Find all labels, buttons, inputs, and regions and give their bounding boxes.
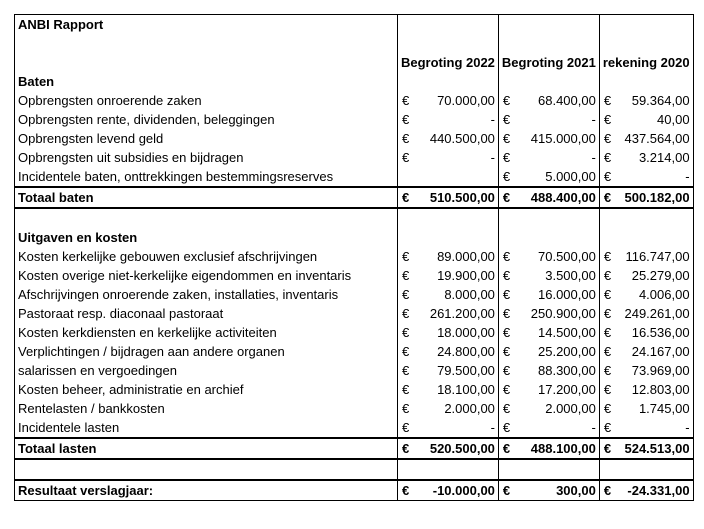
row-label: Kosten kerkelijke gebouwen exclusief afschrijvingen (15, 247, 398, 266)
currency-symbol: € (603, 325, 612, 340)
section-heading-uitgaven: Uitgaven en kosten (15, 228, 398, 247)
amount-cell (398, 187, 499, 208)
currency-symbol: € (502, 150, 511, 165)
currency-symbol: € (502, 190, 511, 205)
amount-value: 25.279,00 (631, 268, 690, 283)
table-row (15, 129, 694, 148)
amount-cell (398, 110, 499, 129)
currency-symbol: € (402, 306, 410, 321)
amount-cell (498, 380, 599, 399)
row-label: salarissen en vergoedingen (15, 361, 398, 380)
currency-symbol: € (502, 441, 511, 456)
title-row (15, 15, 694, 35)
amount-cell (599, 380, 693, 399)
result-row (15, 480, 694, 501)
amount-cell (398, 480, 499, 501)
empty-cell (398, 208, 499, 228)
currency-symbol: € (603, 112, 612, 127)
amount-value: 24.167,00 (631, 344, 690, 359)
amount-cell (398, 285, 499, 304)
anbi-report-table (14, 14, 694, 501)
row-label: Opbrengsten levend geld (15, 129, 398, 148)
amount-cell (498, 361, 599, 380)
amount-value: 300,00 (556, 483, 596, 498)
amount-cell (599, 438, 693, 459)
table-row (15, 342, 694, 361)
amount-cell (398, 418, 499, 438)
amount-value: 73.969,00 (631, 363, 690, 378)
currency-symbol: € (402, 131, 410, 146)
currency-symbol: € (502, 112, 511, 127)
currency-symbol: € (603, 344, 612, 359)
currency-symbol: € (402, 363, 410, 378)
currency-symbol: € (603, 483, 612, 498)
currency-symbol: € (502, 325, 511, 340)
amount-value: 16.000,00 (538, 287, 596, 302)
amount-value: - (685, 420, 690, 435)
amount-cell (599, 167, 693, 187)
currency-symbol: € (603, 382, 612, 397)
empty-cell (498, 228, 599, 247)
empty-cell (15, 34, 398, 53)
table-row (15, 380, 694, 399)
currency-symbol: € (603, 441, 612, 456)
currency-symbol: € (502, 169, 511, 184)
currency-symbol: € (603, 93, 612, 108)
amount-value: 440.500,00 (429, 131, 495, 146)
currency-symbol: € (502, 382, 511, 397)
empty-cell (498, 459, 599, 480)
table-row (15, 285, 694, 304)
amount-cell (599, 399, 693, 418)
result-label: Resultaat verslagjaar: (15, 480, 398, 501)
currency-symbol: € (502, 401, 511, 416)
row-label: Incidentele lasten (15, 418, 398, 438)
amount-cell (599, 361, 693, 380)
empty-cell (15, 208, 398, 228)
row-label: Opbrengsten onroerende zaken (15, 91, 398, 110)
amount-value: 18.100,00 (437, 382, 495, 397)
table-row (15, 418, 694, 438)
amount-value: 89.000,00 (437, 249, 495, 264)
amount-cell (599, 148, 693, 167)
empty-cell (15, 53, 398, 72)
amount-value: 5.000,00 (545, 169, 596, 184)
row-label: Kosten overige niet-kerkelijke eigendommen en inventaris (15, 266, 398, 285)
amount-cell (498, 129, 599, 148)
table-row (15, 167, 694, 187)
amount-value: 17.200,00 (538, 382, 596, 397)
amount-value: - (591, 150, 596, 165)
currency-symbol: € (402, 382, 410, 397)
amount-value: 510.500,00 (429, 190, 495, 205)
currency-symbol: € (402, 325, 410, 340)
amount-value: -10.000,00 (432, 483, 495, 498)
currency-symbol: € (502, 483, 511, 498)
amount-cell (398, 399, 499, 418)
amount-value: 3.214,00 (638, 150, 690, 165)
spacer-row (15, 34, 694, 53)
empty-cell (398, 228, 499, 247)
amount-cell (398, 304, 499, 323)
empty-cell (599, 208, 693, 228)
amount-cell (599, 266, 693, 285)
currency-symbol: € (603, 169, 612, 184)
amount-cell (599, 110, 693, 129)
amount-value: - (591, 112, 596, 127)
table-row (15, 148, 694, 167)
currency-symbol: € (402, 112, 410, 127)
amount-value: - (490, 150, 495, 165)
currency-symbol: € (603, 287, 612, 302)
currency-symbol: € (402, 401, 410, 416)
amount-cell (498, 323, 599, 342)
currency-symbol: € (603, 420, 612, 435)
table-row (15, 304, 694, 323)
amount-value: 68.400,00 (538, 93, 596, 108)
amount-value: 24.800,00 (437, 344, 495, 359)
currency-symbol: € (402, 441, 410, 456)
currency-symbol: € (502, 268, 511, 283)
column-header: Begroting 2021 (498, 53, 599, 72)
table-row (15, 110, 694, 129)
amount-cell (599, 342, 693, 361)
amount-cell (498, 342, 599, 361)
table-row (15, 361, 694, 380)
amount-cell (398, 438, 499, 459)
amount-value: 19.900,00 (437, 268, 495, 283)
amount-value: 437.564,00 (624, 131, 690, 146)
empty-cell (599, 72, 693, 91)
currency-symbol: € (402, 93, 410, 108)
amount-cell (498, 148, 599, 167)
currency-symbol: € (402, 190, 410, 205)
table-row (15, 399, 694, 418)
currency-symbol: € (603, 401, 612, 416)
table-row (15, 266, 694, 285)
amount-value: 116.747,00 (625, 249, 690, 264)
total-lasten-row (15, 438, 694, 459)
currency-symbol: € (502, 306, 511, 321)
amount-value: - (490, 420, 495, 435)
amount-cell (398, 247, 499, 266)
currency-symbol: € (402, 420, 410, 435)
amount-cell (599, 304, 693, 323)
amount-value: 415.000,00 (530, 131, 596, 146)
currency-symbol: € (402, 344, 410, 359)
amount-value: 12.803,00 (631, 382, 690, 397)
empty-cell (15, 459, 398, 480)
currency-symbol: € (402, 268, 410, 283)
amount-cell (398, 342, 499, 361)
spacer-row (15, 459, 694, 480)
amount-value: -24.331,00 (627, 483, 690, 498)
total-label: Totaal baten (15, 187, 398, 208)
amount-cell (498, 247, 599, 266)
amount-value: 3.500,00 (545, 268, 596, 283)
section-heading-row (15, 72, 694, 91)
empty-cell (398, 34, 499, 53)
amount-cell (398, 91, 499, 110)
row-label: Opbrengsten rente, dividenden, beleggingen (15, 110, 398, 129)
amount-value: 520.500,00 (429, 441, 495, 456)
currency-symbol: € (502, 93, 511, 108)
amount-cell (599, 285, 693, 304)
amount-value: 1.745,00 (638, 401, 690, 416)
amount-value: 70.000,00 (437, 93, 495, 108)
row-label: Verplichtingen / bijdragen aan andere organen (15, 342, 398, 361)
table-row (15, 247, 694, 266)
section-heading-row (15, 228, 694, 247)
amount-value: 2.000,00 (545, 401, 596, 416)
amount-cell (398, 266, 499, 285)
amount-value: - (490, 112, 495, 127)
amount-cell (398, 323, 499, 342)
amount-value: 488.100,00 (530, 441, 596, 456)
amount-value: - (685, 169, 690, 184)
amount-cell (498, 187, 599, 208)
currency-symbol: € (402, 287, 410, 302)
amount-value: 2.000,00 (444, 401, 495, 416)
currency-symbol: € (502, 420, 511, 435)
empty-cell (498, 34, 599, 53)
amount-value: 25.200,00 (538, 344, 596, 359)
column-header: Begroting 2022 (398, 53, 499, 72)
column-header-row (15, 53, 694, 72)
empty-cell (498, 15, 599, 35)
total-label: Totaal lasten (15, 438, 398, 459)
amount-cell (599, 323, 693, 342)
amount-cell (599, 91, 693, 110)
currency-symbol: € (603, 363, 612, 378)
amount-cell (498, 285, 599, 304)
amount-value: 16.536,00 (631, 325, 690, 340)
amount-value: 88.300,00 (538, 363, 596, 378)
amount-cell (398, 361, 499, 380)
currency-symbol: € (603, 306, 612, 321)
table-row (15, 91, 694, 110)
amount-value: 79.500,00 (437, 363, 495, 378)
amount-value: 4.006,00 (638, 287, 690, 302)
amount-cell (498, 418, 599, 438)
empty-cell (398, 459, 499, 480)
amount-cell (498, 110, 599, 129)
amount-value: 488.400,00 (530, 190, 596, 205)
amount-value: 59.364,00 (631, 93, 690, 108)
row-label: Rentelasten / bankkosten (15, 399, 398, 418)
amount-value: 524.513,00 (624, 441, 690, 456)
amount-value: 261.200,00 (429, 306, 495, 321)
empty-cell (398, 15, 499, 35)
amount-cell (498, 480, 599, 501)
row-label: Pastoraat resp. diaconaal pastoraat (15, 304, 398, 323)
currency-symbol: € (402, 150, 410, 165)
amount-value: 18.000,00 (437, 325, 495, 340)
currency-symbol: € (603, 150, 612, 165)
amount-cell (498, 91, 599, 110)
amount-cell (398, 380, 499, 399)
amount-value: 70.500,00 (538, 249, 596, 264)
currency-symbol: € (502, 249, 511, 264)
amount-cell (599, 187, 693, 208)
amount-cell (599, 480, 693, 501)
empty-cell (398, 72, 499, 91)
amount-value: 40,00 (657, 112, 690, 127)
amount-cell (599, 247, 693, 266)
amount-value: 250.900,00 (530, 306, 596, 321)
amount-cell (398, 148, 499, 167)
empty-cell (498, 72, 599, 91)
currency-symbol: € (603, 190, 612, 205)
currency-symbol: € (603, 249, 612, 264)
currency-symbol: € (502, 131, 511, 146)
row-label: Afschrijvingen onroerende zaken, installaties, inventaris (15, 285, 398, 304)
empty-cell (599, 228, 693, 247)
column-header: rekening 2020 (599, 53, 693, 72)
currency-symbol: € (402, 483, 410, 498)
currency-symbol: € (603, 268, 612, 283)
amount-value: 14.500,00 (538, 325, 596, 340)
amount-value: 249.261,00 (624, 306, 690, 321)
total-baten-row (15, 187, 694, 208)
empty-cell (599, 15, 693, 35)
amount-cell (398, 129, 499, 148)
amount-cell (599, 418, 693, 438)
amount-cell (498, 399, 599, 418)
amount-cell (498, 167, 599, 187)
amount-cell (498, 266, 599, 285)
spacer-row (15, 208, 694, 228)
amount-cell (498, 304, 599, 323)
amount-value: - (591, 420, 596, 435)
empty-cell (599, 34, 693, 53)
amount-cell (599, 129, 693, 148)
amount-cell (498, 438, 599, 459)
currency-symbol: € (502, 344, 511, 359)
currency-symbol: € (502, 287, 511, 302)
row-label: Incidentele baten, onttrekkingen bestemmingsreserves (15, 167, 398, 187)
currency-symbol: € (402, 249, 410, 264)
row-label: Kosten kerkdiensten en kerkelijke activiteiten (15, 323, 398, 342)
row-label: Opbrengsten uit subsidies en bijdragen (15, 148, 398, 167)
amount-cell (398, 167, 499, 187)
report-title: ANBI Rapport (15, 15, 398, 35)
table-row (15, 323, 694, 342)
amount-value: 500.182,00 (624, 190, 690, 205)
section-heading-baten: Baten (15, 72, 398, 91)
row-label: Kosten beheer, administratie en archief (15, 380, 398, 399)
empty-cell (599, 459, 693, 480)
empty-cell (498, 208, 599, 228)
amount-value: 8.000,00 (444, 287, 495, 302)
currency-symbol: € (603, 131, 612, 146)
currency-symbol: € (502, 363, 511, 378)
